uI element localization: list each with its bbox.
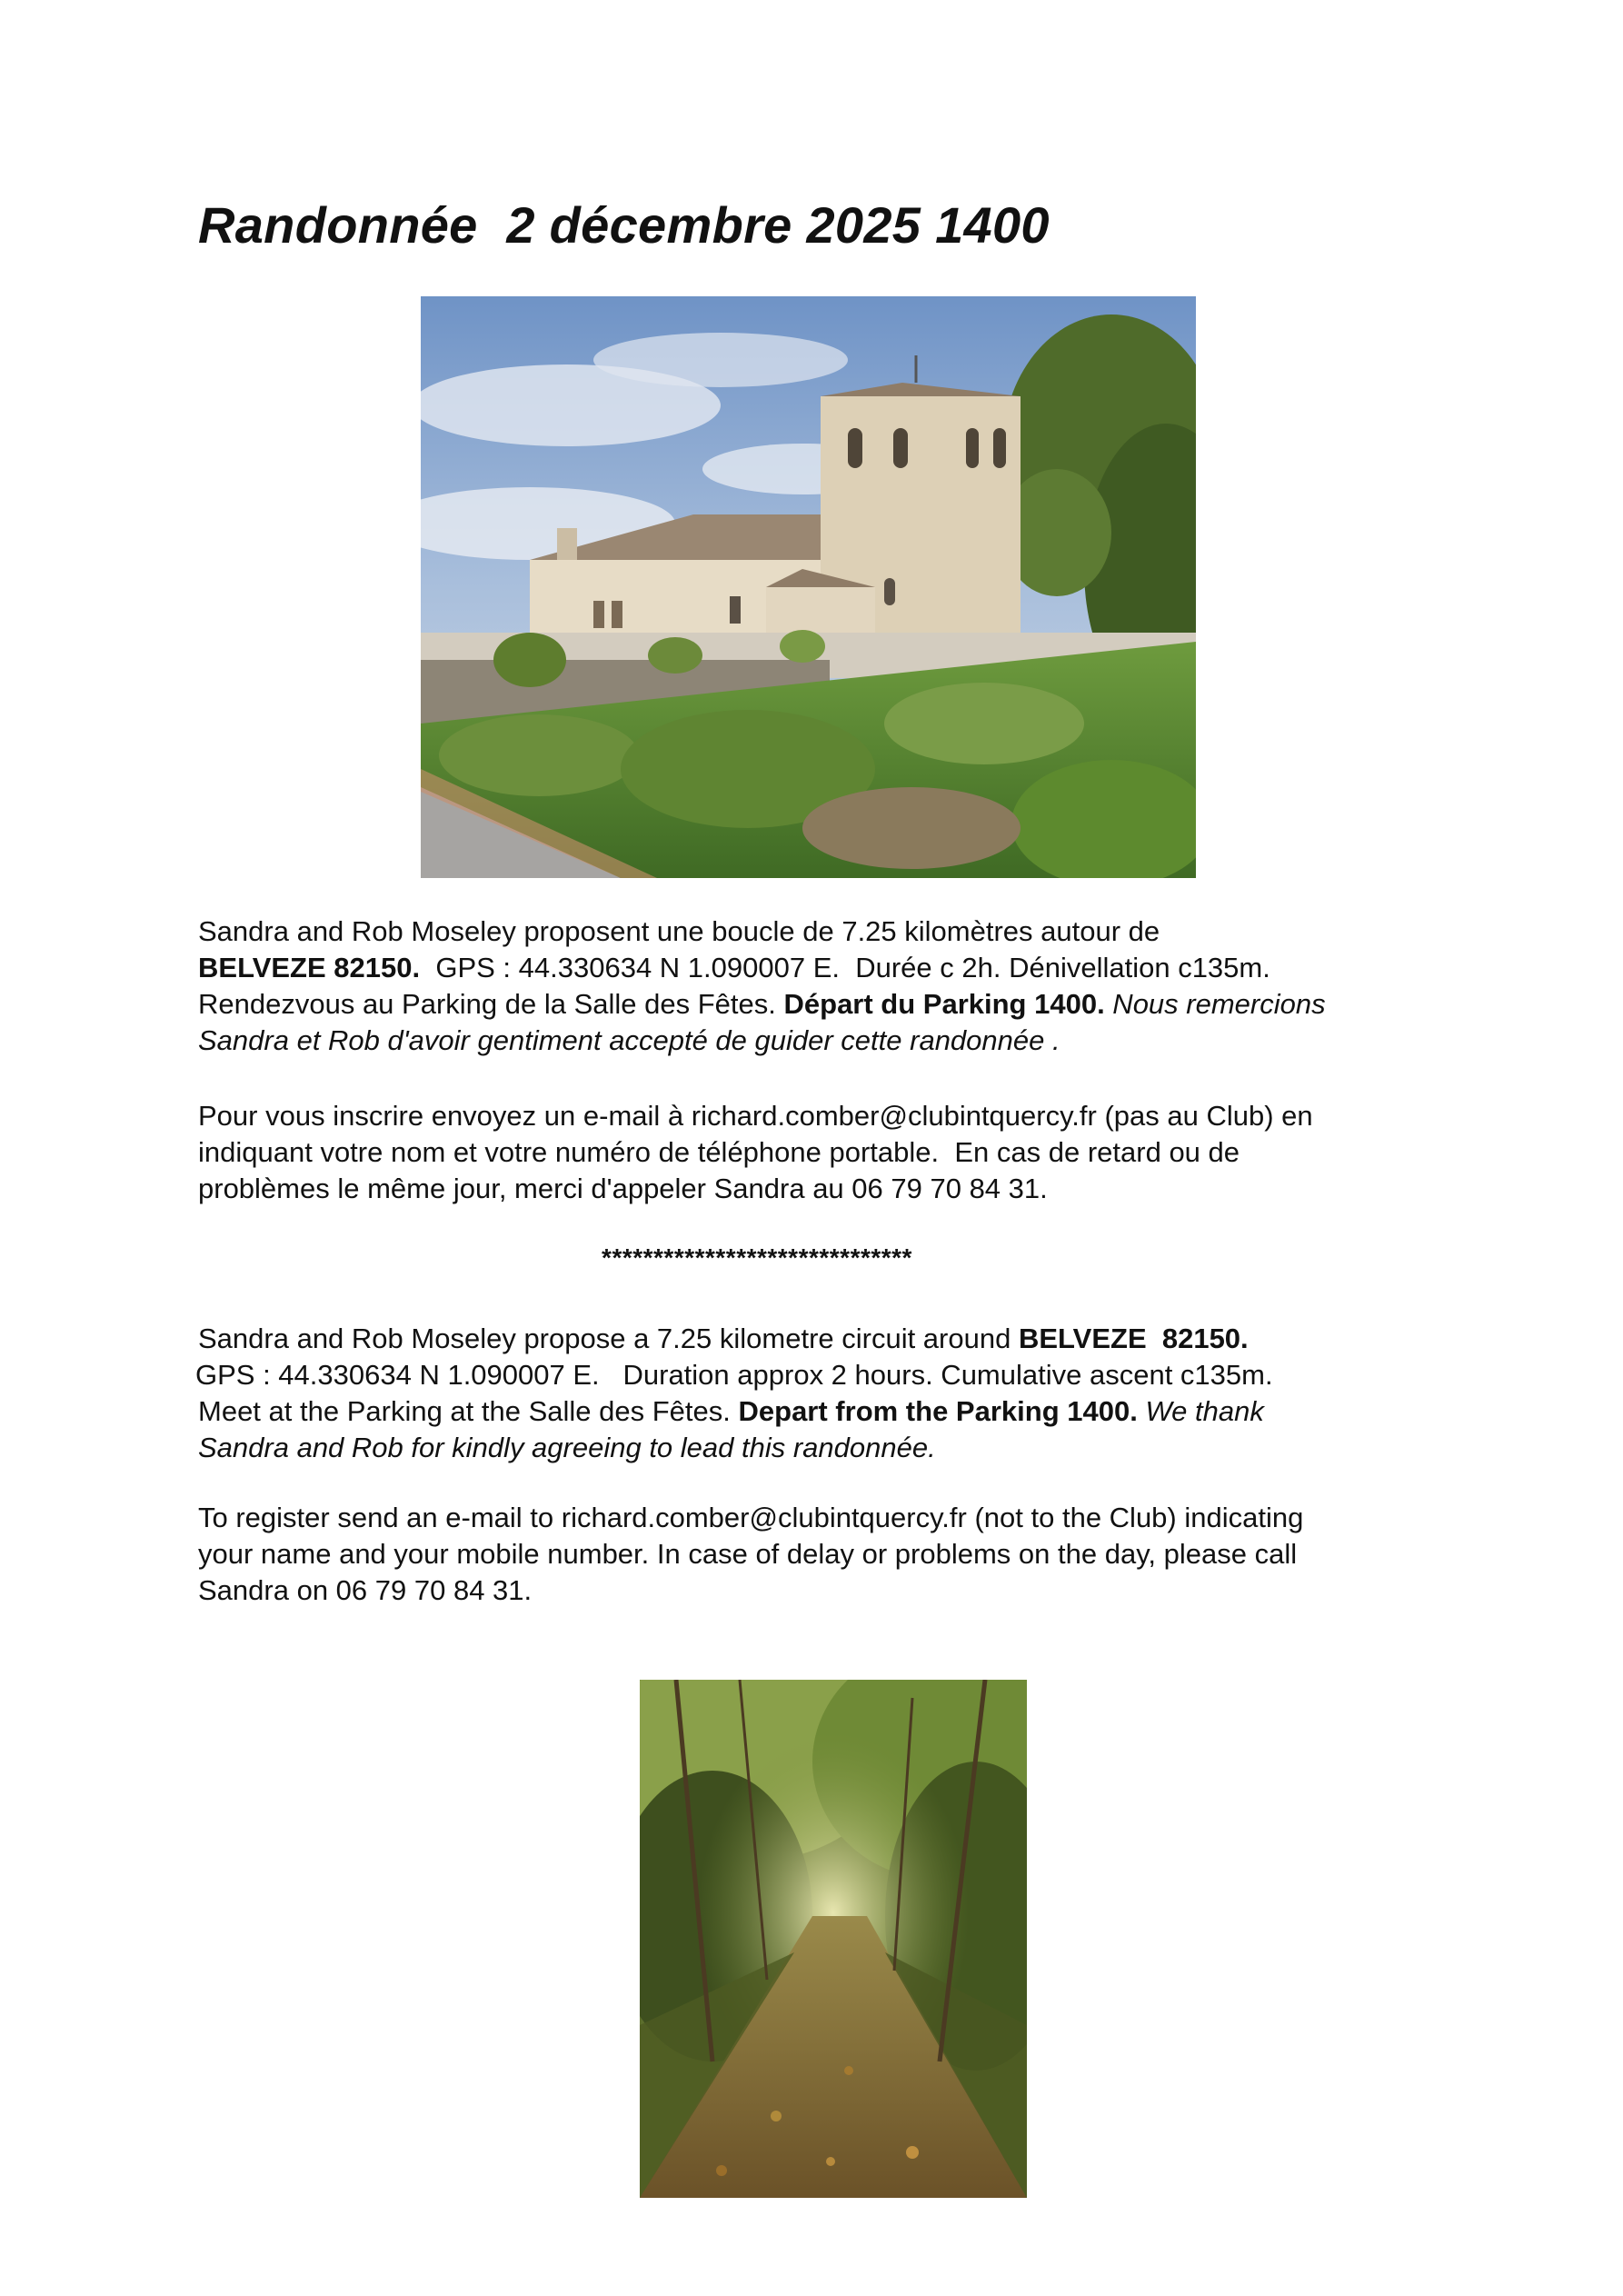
church-photo-icon [421,296,1196,878]
text-line [198,950,1470,986]
text-line [198,1393,1470,1430]
woodland-path-photo [640,1680,1027,2198]
english-paragraph-details [195,1321,1470,1466]
thanks-italic: Nous remercions [1104,988,1326,1020]
text-line: indiquant votre nom et votre numéro de téléphone portable. En cas de retard ou de [198,1136,1240,1168]
text-line [198,1023,1470,1059]
text-line [198,1321,1470,1357]
thanks-italic: We thank [1137,1395,1264,1427]
departure-bold: Départ du Parking 1400. [783,988,1105,1020]
woodland-path-photo-icon [640,1680,1027,2198]
location-bold: BELVEZE 82150. [1018,1323,1249,1354]
church-photo [421,296,1196,878]
english-paragraph-register [198,1500,1470,1609]
text-line: To register send an e-mail to richard.comber@clubintquercy.fr (not to the Club) indicating [198,1502,1304,1533]
text-line: GPS : 44.330634 N 1.090007 E. Duration approx 2 hours. Cumulative ascent c135m. [195,1359,1273,1391]
french-paragraph-register [198,1098,1470,1207]
text-line [198,1430,1470,1466]
meeting-text: Meet at the Parking at the Salle des Fêtes. [198,1395,739,1427]
meeting-text: Rendezvous au Parking de la Salle des Fêtes. [198,988,784,1020]
separator [0,1243,1623,1273]
french-paragraph-details [198,913,1470,1059]
text-line: problèmes le même jour, merci d'appeler Sandra au 06 79 70 84 31. [198,1173,1048,1204]
page-title: Randonnée 2 décembre 2025 1400 [198,196,1050,254]
text-line: Sandra and Rob Moseley proposent une boucle de 7.25 kilomètres autour de [198,915,1160,947]
separator-stars: ****************************** [602,1243,912,1272]
text-line: Sandra on 06 79 70 84 31. [198,1574,533,1606]
gps-text: GPS : 44.330634 N 1.090007 E. Durée c 2h. Dénivellation c135m. [420,952,1270,983]
text-line: Pour vous inscrire envoyez un e-mail à richard.comber@clubintquercy.fr (pas au Club) en [198,1100,1313,1132]
thanks-italic-cont: Sandra and Rob for kindly agreeing to lead this randonnée. [198,1432,936,1463]
departure-bold: Depart from the Parking 1400. [738,1395,1138,1427]
intro-text: Sandra and Rob Moseley propose a 7.25 kilometre circuit around [198,1323,1019,1354]
text-line [198,986,1470,1023]
thanks-italic-cont: Sandra et Rob d'avoir gentiment accepté de guider cette randonnée . [198,1024,1060,1056]
text-line: your name and your mobile number. In case of delay or problems on the day, please call [198,1538,1298,1570]
location-bold: BELVEZE 82150. [198,952,421,983]
